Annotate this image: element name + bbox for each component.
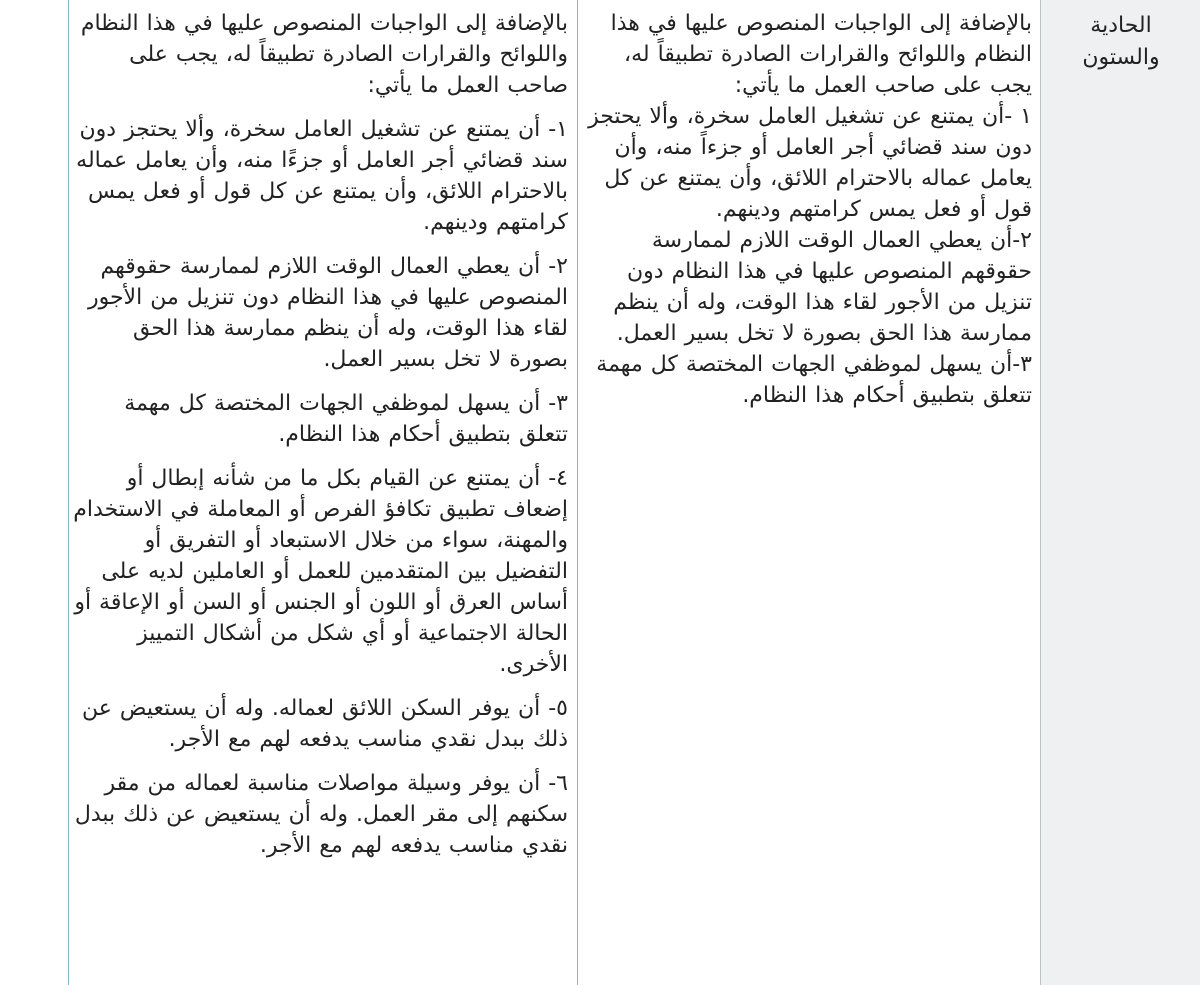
old-item-2: ٢-أن يعطي العمال الوقت اللازم لممارسة حقوقهم المنصوص عليها في هذا النظام دون تنزيل من الأجور لقاء هذا الوقت، وله أن ينظم ممارسة هذا الحق بصورة لا تخل بسير العمل. [613, 228, 1032, 346]
new-item-1: ١- أن يمتنع عن تشغيل العامل سخرة، وألا يحتجز دون سند قضائي أجر العامل أو جزءًا منه، وأن يعامل عماله بالاحترام اللائق، وأن يمتنع عن كل قول أو فعل يمس كرامتهم ودينهم. [76, 117, 568, 235]
old-item-1: ١ -أن يمتنع عن تشغيل العامل سخرة، وألا يحتجز دون سند قضائي أجر العامل أو جزءاً منه، وأن يعامل عماله بالاحترام اللائق، وأن يمتنع عن كل قول أو فعل يمس كرامتهم ودينهم. [588, 104, 1032, 222]
article-label: الحادية والستون [1082, 13, 1160, 70]
new-item-3: ٣- أن يسهل لموظفي الجهات المختصة كل مهمة تتعلق بتطبيق أحكام هذا النظام. [124, 391, 568, 447]
new-item-4: ٤- أن يمتنع عن القيام بكل ما من شأنه إبطال أو إضعاف تطبيق تكافؤ الفرص أو المعاملة في الاستخدام والمهنة، سواء من خلال الاستبعاد أو التفريق أو التفضيل بين المتقدمين للعمل أو العاملين لديه على أساس العرق أو اللون أو الجنس أو السن أو الإعاقة أو الحالة الاجتماعية أو أي شكل من أشكال التمييز الأخرى. [73, 466, 568, 677]
new-item-6: ٦- أن يوفر وسيلة مواصلات مناسبة لعماله من مقر سكنهم إلى مقر العمل. وله أن يستعيض عن ذلك ببدل نقدي مناسب يدفعه لهم مع الأجر. [74, 771, 568, 858]
column-divider-new [68, 0, 69, 985]
article-number-column [1040, 0, 1200, 985]
new-item-5: ٥- أن يوفر السكن اللائق لعماله. وله أن يستعيض عن ذلك ببدل نقدي مناسب يدفعه لهم مع الأجر. [82, 696, 568, 752]
new-item-2: ٢- أن يعطي العمال الوقت اللازم لممارسة حقوقهم المنصوص عليها في هذا النظام دون تنزيل من الأجور لقاء هذا الوقت، وله أن ينظم ممارسة هذا الحق بصورة لا تخل بسير العمل. [87, 254, 568, 372]
column-divider-article [1040, 0, 1041, 985]
new-intro: بالإضافة إلى الواجبات المنصوص عليها في هذا النظام واللوائح والقرارات الصادرة تطبيقاً له، يجب على صاحب العمل ما يأتي: [80, 11, 568, 98]
old-item-3: ٣-أن يسهل لموظفي الجهات المختصة كل مهمة تتعلق بتطبيق أحكام هذا النظام. [596, 352, 1032, 408]
new-text-cell [72, 8, 568, 874]
old-intro: بالإضافة إلى الواجبات المنصوص عليها في هذا النظام واللوائح والقرارات الصادرة تطبيقاً له، يجب على صاحب العمل ما يأتي: [610, 11, 1032, 98]
column-divider-old [577, 0, 578, 985]
old-text-cell [584, 8, 1032, 411]
